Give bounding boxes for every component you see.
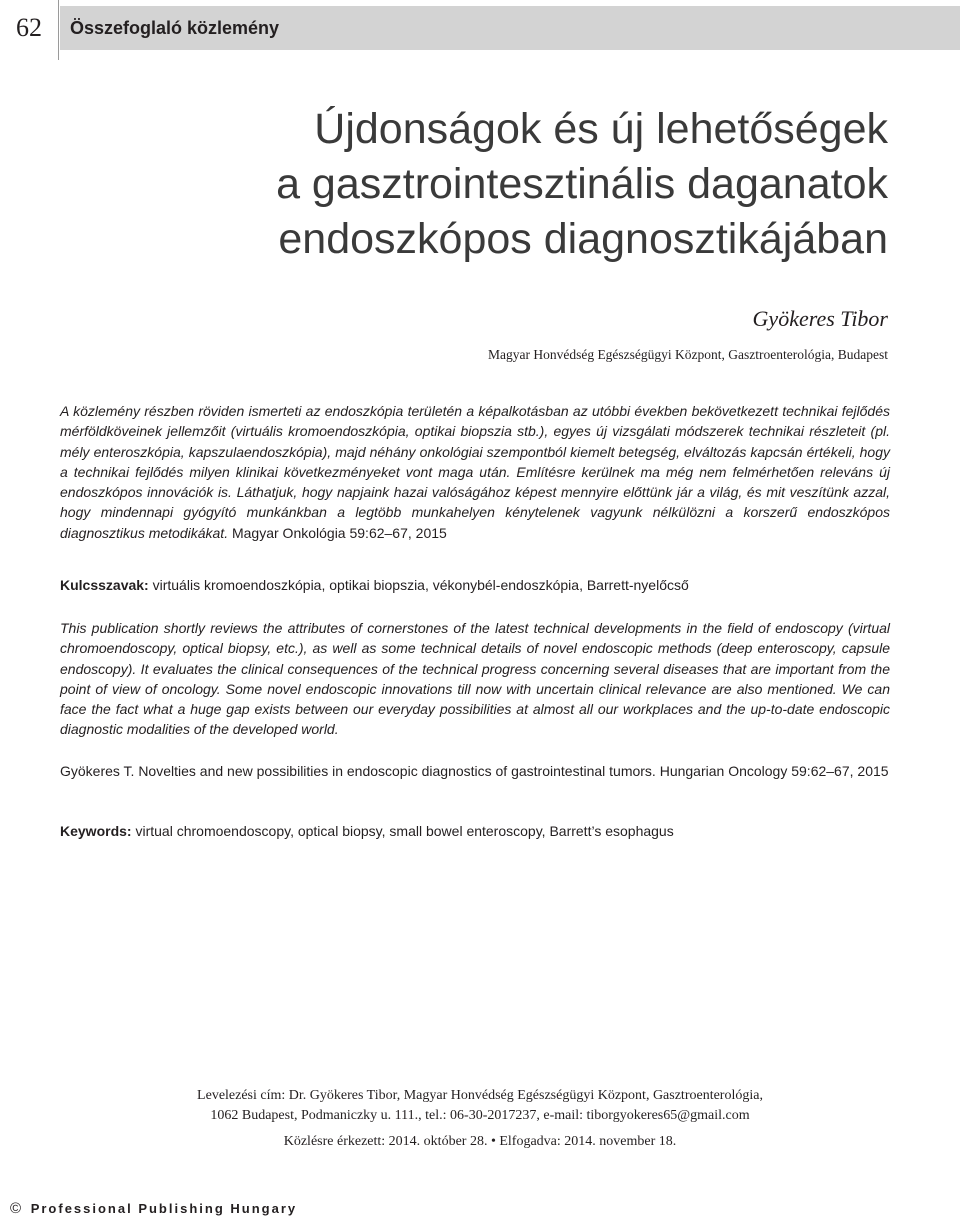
page-number: 62 — [16, 13, 42, 42]
english-citation: Gyökeres T. Novelties and new possibilities in endoscopic diagnostics of gastrointestinal tumors. Hungarian Oncology 59:62–67, 2015 — [60, 763, 889, 779]
received-date: Közlésre érkezett: 2014. október 28. — [283, 1134, 488, 1149]
submission-dates — [0, 1132, 960, 1152]
keywords-hu-label: Kulcsszavak: — [60, 577, 149, 593]
correspondence-address — [0, 1086, 960, 1126]
date-separator: • — [490, 1134, 496, 1149]
abstract-hu-citation: Magyar Onkológia 59:62–67, 2015 — [231, 524, 447, 541]
keywords-hungarian — [60, 577, 890, 593]
page-header — [0, 0, 960, 56]
publisher-footer — [10, 1200, 297, 1217]
abstract-hu-text: A közlemény részben röviden ismerteti az endoszkópia területén a képalkotásban az utóbbi években bekövetkezett technikai fejlődés mérföldköveinek jellemzőit (virtuális kromoendoszkópia, optikai biopszia stb.), egyes új vizsgálati módszerek technikai részleteit (pl. mély enteroszkópia, kapszulaendoszkópia), majd néhány onkológiai szempontból kiemelt betegség, elváltozás kapcsán értékeli, hogy a technikai fejlődés milyen klinikai következményeket vont maga után. Említésre kerülnek ma még nem felmérhetően releváns új endoszkópos innovációk is. Láthatjuk, hogy napjaink hazai valóságához képest mennyire előttünk jár a világ, és mit veszítünk azzal, hogy mindennapi gyógyító munkánkban a legtöbb munkahelyen kénytelenek vagyunk nélkülözni a korszerű endoszkópos diagnosztikus metodikákat. — [60, 403, 890, 541]
accepted-date: Elfogadva: 2014. november 18. — [499, 1134, 677, 1149]
correspondence-line-1: Levelezési cím: Dr. Gyökeres Tibor, Magyar Honvédség Egészségügyi Központ, Gasztroenterológia, — [197, 1088, 763, 1103]
abstract-english: This publication shortly reviews the attributes of cornerstones of the latest technical developments in the field of endoscopy (virtual chromoendoscopy, optical biopsy, etc.), as well as some technical details of novel endoscopic methods (deep enteroscopy, capsule endoscopy). It evaluates the clinical consequences of the technical progress concerning several diseases that are important from the point of view of oncology. Some novel endoscopic innovations till now with uncertain clinical relevance are also mentioned. We can face the fact what a huge gap exists between our everyday possibilities at almost all our workplaces and the up-to-date endoscopic diagnostic modalities of the developed world. — [60, 620, 890, 738]
publisher-name: Professional Publishing Hungary — [30, 1201, 298, 1216]
correspondence-line-2: 1062 Budapest, Podmaniczky u. 111., tel.: 06-30-2017237, e-mail: tiborgyokeres65@gmail.com — [210, 1108, 750, 1123]
copyright-icon: © — [10, 1200, 22, 1217]
section-label: Összefoglaló közlemény — [60, 6, 960, 50]
keywords-en-label: Keywords: — [60, 823, 132, 839]
keywords-english — [60, 823, 890, 839]
author-name: Gyökeres Tibor — [752, 306, 888, 331]
keywords-hu-text: virtuális kromoendoszkópia, optikai biopszia, vékonybél-endoszkópia, Barrett-nyelőcső — [152, 577, 689, 593]
header-divider — [58, 0, 59, 60]
abstract-hungarian — [60, 401, 890, 543]
keywords-en-text: virtual chromoendoscopy, optical biopsy, small bowel enteroscopy, Barrett’s esophagus — [135, 823, 674, 839]
article-title: Újdonságok és új lehetőségek a gasztrointesztinális daganatok endoszkópos diagnosztikájában — [276, 105, 888, 263]
author-affiliation: Magyar Honvédség Egészségügyi Központ, Gasztroenterológia, Budapest — [487, 347, 888, 362]
